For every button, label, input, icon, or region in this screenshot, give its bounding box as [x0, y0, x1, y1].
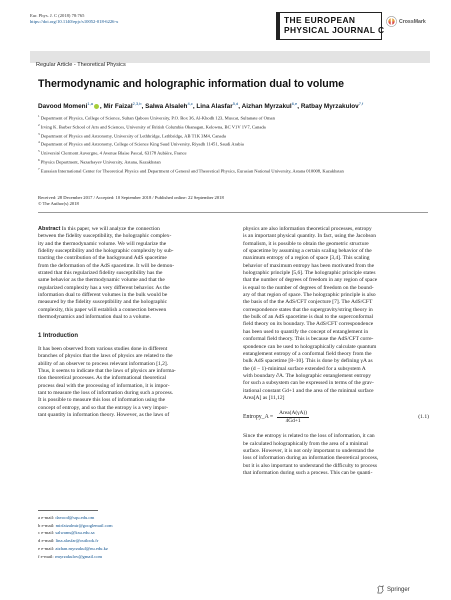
- publisher-name: Springer: [387, 586, 410, 593]
- equation-body: [243, 410, 309, 424]
- dates-line: Received: 28 December 2017 / Accepted: 10 September 2018 / Published online: 22 September 2018: [38, 195, 224, 200]
- affiliation-text: Physics Department, Nazarbayev University, Astana, Kazakhstan: [39, 159, 161, 165]
- body-line: has been used to quantify the concept of entanglement in: [243, 328, 369, 335]
- footnote-item: [38, 529, 224, 537]
- abstract: [38, 226, 224, 321]
- introduction-line: ability of an observer to process relevant information [1,2].: [38, 360, 169, 367]
- footnote-email-link[interactable]: mirfaizalmir@googlemail.com: [55, 522, 113, 528]
- equation-number: (1.1): [418, 413, 429, 420]
- introduction-line: concept of entropy, and so that the entropy is a very impor-: [38, 404, 168, 411]
- footnote-item: [38, 545, 224, 553]
- author-affiliation-marker: 5,d: [232, 101, 239, 106]
- affiliation-item: [38, 131, 428, 140]
- abstract-line: Abstract In this paper, we will analyze the connection: [38, 226, 160, 232]
- body-line: is an important physical quantity. In fact, using the Jacobson: [243, 233, 376, 240]
- article-type-banner: [30, 51, 430, 68]
- body-line: behavior of maximum entropy has been motivated from the: [243, 262, 375, 269]
- footnote-label: d e-mail:: [38, 538, 56, 544]
- publication-dates: [38, 195, 428, 208]
- affiliation-list: [38, 113, 428, 175]
- header-divider: [38, 212, 428, 213]
- footnote-label: e e-mail:: [38, 545, 56, 551]
- author-affiliation-marker: 7,f: [358, 101, 364, 106]
- footnote-label: f e-mail:: [38, 553, 55, 559]
- springer-horse-icon: [376, 585, 385, 594]
- footnotes: [38, 514, 224, 560]
- equation-1-1: [243, 408, 429, 426]
- citation-doi-link[interactable]: https://doi.org/10.1140/epjc/s10052-018-6226-x: [30, 19, 119, 25]
- body-line: the bulk of an AdS spacetime is dual to the superconformal: [243, 314, 374, 321]
- body-line: is equal to the number of degrees of freedom on the bound-: [243, 284, 374, 291]
- body-line: of spacetime by assuming a certain scaling behavior of the: [243, 248, 372, 255]
- abstract-line: information dual to different volumes in the bulk would be: [38, 292, 168, 299]
- abstract-line: from the deformation of the AdS spacetime. It will be demon-: [38, 262, 175, 269]
- body-line: the (d − 1)-minimal surface extended for a subsystem A: [243, 365, 366, 372]
- abstract-line: thermodynamics and information dual to a volume.: [38, 314, 151, 321]
- footnote-item: [38, 537, 224, 545]
- body-line: ary of that region of space. The holographic principle is also: [243, 292, 376, 299]
- body-text-top: [243, 226, 429, 402]
- citation-journal: Eur. Phys. J. C (2018) 78:765: [30, 13, 85, 18]
- affiliation-item: [38, 148, 428, 157]
- author-name[interactable]: Ratbay Myrzakulov: [300, 103, 359, 111]
- affiliation-item: [38, 139, 428, 148]
- left-column: [38, 226, 224, 419]
- equation-lhs: Entropy_A =: [243, 413, 274, 420]
- author-name[interactable]: Davood Momeni: [38, 103, 88, 111]
- affiliation-number: 2: [38, 122, 40, 127]
- body-line: that information during such a process. This can be quanti-: [243, 469, 373, 476]
- affiliation-number: 6: [38, 158, 40, 163]
- author-affiliation-marker: 6,e: [291, 101, 298, 106]
- author-name[interactable]: Mir Faizal: [103, 103, 133, 111]
- author-name[interactable]: Lina Alasfar: [196, 103, 233, 111]
- copyright-line: © The Author(s) 2018: [38, 201, 79, 207]
- affiliation-text: Irving K. Barber School of Arts and Sciences, University of British Columbia Okanagan, Kelowna, BC V1V 1V7, Canada: [39, 124, 266, 130]
- journal-name-line2: PHYSICAL JOURNAL C: [284, 25, 385, 35]
- affiliation-number: 7: [38, 166, 40, 171]
- author-affiliation-marker: 2,3,b: [132, 101, 142, 106]
- body-line: maximum entropy of a region of space [3,4]. This scaling: [243, 255, 370, 262]
- body-line: entanglement entropy of a conformal field theory from the: [243, 350, 372, 357]
- crossmark-icon: [386, 16, 397, 27]
- body-line: that the number of degrees of freedom in any region of space: [243, 277, 378, 284]
- abstract-line: regularized complexity has a very different behavior. As the: [38, 284, 170, 291]
- footnote-email-link[interactable]: aizhan.myrzakul@nu.edu.kz: [55, 545, 108, 551]
- footnote-item: [38, 514, 224, 522]
- right-column: [243, 226, 429, 477]
- affiliation-number: 3: [38, 131, 40, 136]
- body-line: field theory on its boundary. The AdS/CFT correspondence: [243, 321, 374, 328]
- publisher-logo: [376, 585, 410, 594]
- affiliation-text: Université Clermont Auvergne, 4 Avenue Blaise Pascal, 63178 Aubière, France: [39, 150, 187, 156]
- affiliation-text: Department of Physics and Astronomy, College of Science King Saud University, Riyadh 11451, Saudi Arabia: [39, 142, 244, 148]
- crossmark-badge[interactable]: [386, 16, 426, 27]
- affiliation-text: Department of Physics and Astronomy, University of Lethbridge, Lethbridge, AB T1K 3M4, Canada: [39, 133, 226, 139]
- equation-fraction: [277, 410, 309, 424]
- abstract-line: complexity, this paper will establish a connection between: [38, 306, 167, 313]
- body-text-bottom: [243, 433, 429, 477]
- introduction-line: It has been observed from various studies done in different: [38, 345, 168, 352]
- body-line: the basis of the the AdS/CFT conjecture [7]. The AdS/CFT: [243, 299, 373, 306]
- crossmark-label: CrossMark: [399, 18, 426, 25]
- introduction-line: tant to measure the loss of information during such a process.: [38, 389, 174, 396]
- body-line: for such a subsystem can be expressed in terms of the grav-: [243, 380, 374, 387]
- footnote-label: c e-mail:: [38, 530, 56, 536]
- footnote-divider: [38, 510, 98, 511]
- abstract-line: tracting the contribution of the background AdS spacetime: [38, 255, 167, 262]
- abstract-line: ity and the thermodynamic volume. We will regularize the: [38, 240, 167, 247]
- spacer: [38, 321, 224, 329]
- introduction-text: [38, 346, 224, 419]
- affiliation-number: 1: [38, 114, 40, 118]
- body-line: holographic principle [5,6]. The holographic principle states: [243, 270, 376, 277]
- journal-name-line1: THE EUROPEAN: [284, 15, 356, 25]
- body-line: conformal field theory. This is because the AdS/CFT corre-: [243, 336, 374, 343]
- author-name[interactable]: Salwa Alsaleh: [145, 103, 188, 111]
- footnote-email-link[interactable]: rmyrzakulov@gmail.com: [54, 553, 103, 559]
- paper-title: Thermodynamic and holographic information dual to volume: [38, 78, 345, 90]
- footnote-label: a e-mail:: [38, 515, 56, 520]
- introduction-line: process deal with the processing of information, it is impor-: [38, 382, 170, 389]
- footnote-item: [38, 553, 224, 561]
- body-line: with boundary ∂A. The holographic entanglement entropy: [243, 372, 372, 379]
- affiliation-item: [38, 113, 428, 122]
- author-affiliation-marker: 1,a: [87, 101, 93, 106]
- body-line: but it is also important to understand the difficulty to process: [243, 462, 378, 469]
- body-line: surface. However, it is not only important to understand the: [243, 447, 374, 454]
- abstract-line: measured by the fidelity susceptibility and the holographic: [38, 299, 168, 306]
- affiliation-number: 4: [38, 140, 40, 145]
- footnote-email-link[interactable]: salwams@ksu.edu.sa: [55, 530, 95, 536]
- equation-denominator: 4Gd+1: [285, 417, 301, 424]
- body-line: loss of information during an information theoretical process,: [243, 455, 379, 462]
- footnote-email-link[interactable]: lina.alasfar@outlook.fr: [55, 538, 99, 544]
- footnote-email-link[interactable]: davood@squ.edu.om: [55, 515, 95, 520]
- body-line: formalism, it is possible to obtain the geometric structure: [243, 240, 369, 247]
- abstract-line: strated that this regularized fidelity susceptibility has the: [38, 270, 163, 277]
- abstract-line: between the fidelity susceptibility, the holographic complex-: [38, 233, 172, 240]
- affiliation-item: [38, 166, 428, 175]
- introduction-line: tion theoretical processes. As the informational theoretical: [38, 375, 167, 382]
- body-line: Since the entropy is related to the loss of information, it can: [243, 433, 375, 440]
- affiliation-text: Eurasian International Center for Theoretical Physics and Department of General and Theoretical Physics, Eurasian National University, Astana 010008, Kazakhstan: [39, 168, 344, 174]
- page-header: [30, 10, 430, 44]
- body-line: correspondence states that the supergravity/string theory in: [243, 306, 373, 313]
- abstract-label: Abstract: [38, 226, 61, 232]
- introduction-line: branches of physics that the laws of physics are related to the: [38, 353, 173, 360]
- body-line: Area[A] as [11,12]: [243, 394, 285, 401]
- body-line: bulk AdS spacetime [8–10]. This is done by defining γA as: [243, 358, 373, 365]
- body-line: be calculated holographically from the area of a minimal: [243, 440, 368, 447]
- abstract-line: same behavior as the thermodynamic volume and that the: [38, 277, 165, 284]
- abstract-line: fidelity susceptibility and the holographic complexity by sub-: [38, 248, 174, 255]
- affiliation-item: [38, 122, 428, 131]
- article-type: Regular Article - Theoretical Physics: [36, 62, 126, 68]
- citation: [30, 13, 118, 25]
- body-line: physics are also information theoretical processes, entropy: [243, 226, 372, 232]
- equation-numerator: Area(A(γA)): [279, 410, 307, 417]
- footnote-item: [38, 522, 224, 530]
- orcid-icon[interactable]: [94, 104, 99, 109]
- author-affiliation-marker: 4,c: [187, 101, 193, 106]
- affiliation-item: [38, 157, 428, 166]
- affiliation-text: Department of Physics, College of Science, Sultan Qaboos University, P.O. Box 36, Al-Khodh 123, Muscat, Sultanate of Oman: [39, 115, 275, 121]
- author-name[interactable]: Aizhan Myrzakul: [241, 103, 292, 111]
- introduction-line: Thus, it seems to indicate that the laws of physics are informa-: [38, 367, 176, 374]
- introduction-line: It is possible to measure this loss of information using the: [38, 397, 166, 404]
- introduction-line: tant quantity in information theory. However, as the laws of: [38, 411, 170, 418]
- body-line: itational constant Gd+1 and the area of the minimal surface: [243, 387, 374, 394]
- affiliation-number: 5: [38, 149, 40, 154]
- body-line: spondence can be used to holographically calculate quantum: [243, 343, 377, 350]
- footnote-label: b e-mail:: [38, 522, 56, 528]
- journal-logo: [276, 12, 385, 40]
- section-heading-introduction: 1 Introduction: [38, 333, 78, 340]
- author-list: Davood Momeni$^{1,a}$ , Mir Faizal$^{2,3,b}$, Salwa Alsaleh$^{4,c}$, Lina Alasfar$^{5,d}$, Aizhan Myrzakul$^{6,e}$, Ratbay Myrzakulov$^{7,f}$: [38, 101, 364, 111]
